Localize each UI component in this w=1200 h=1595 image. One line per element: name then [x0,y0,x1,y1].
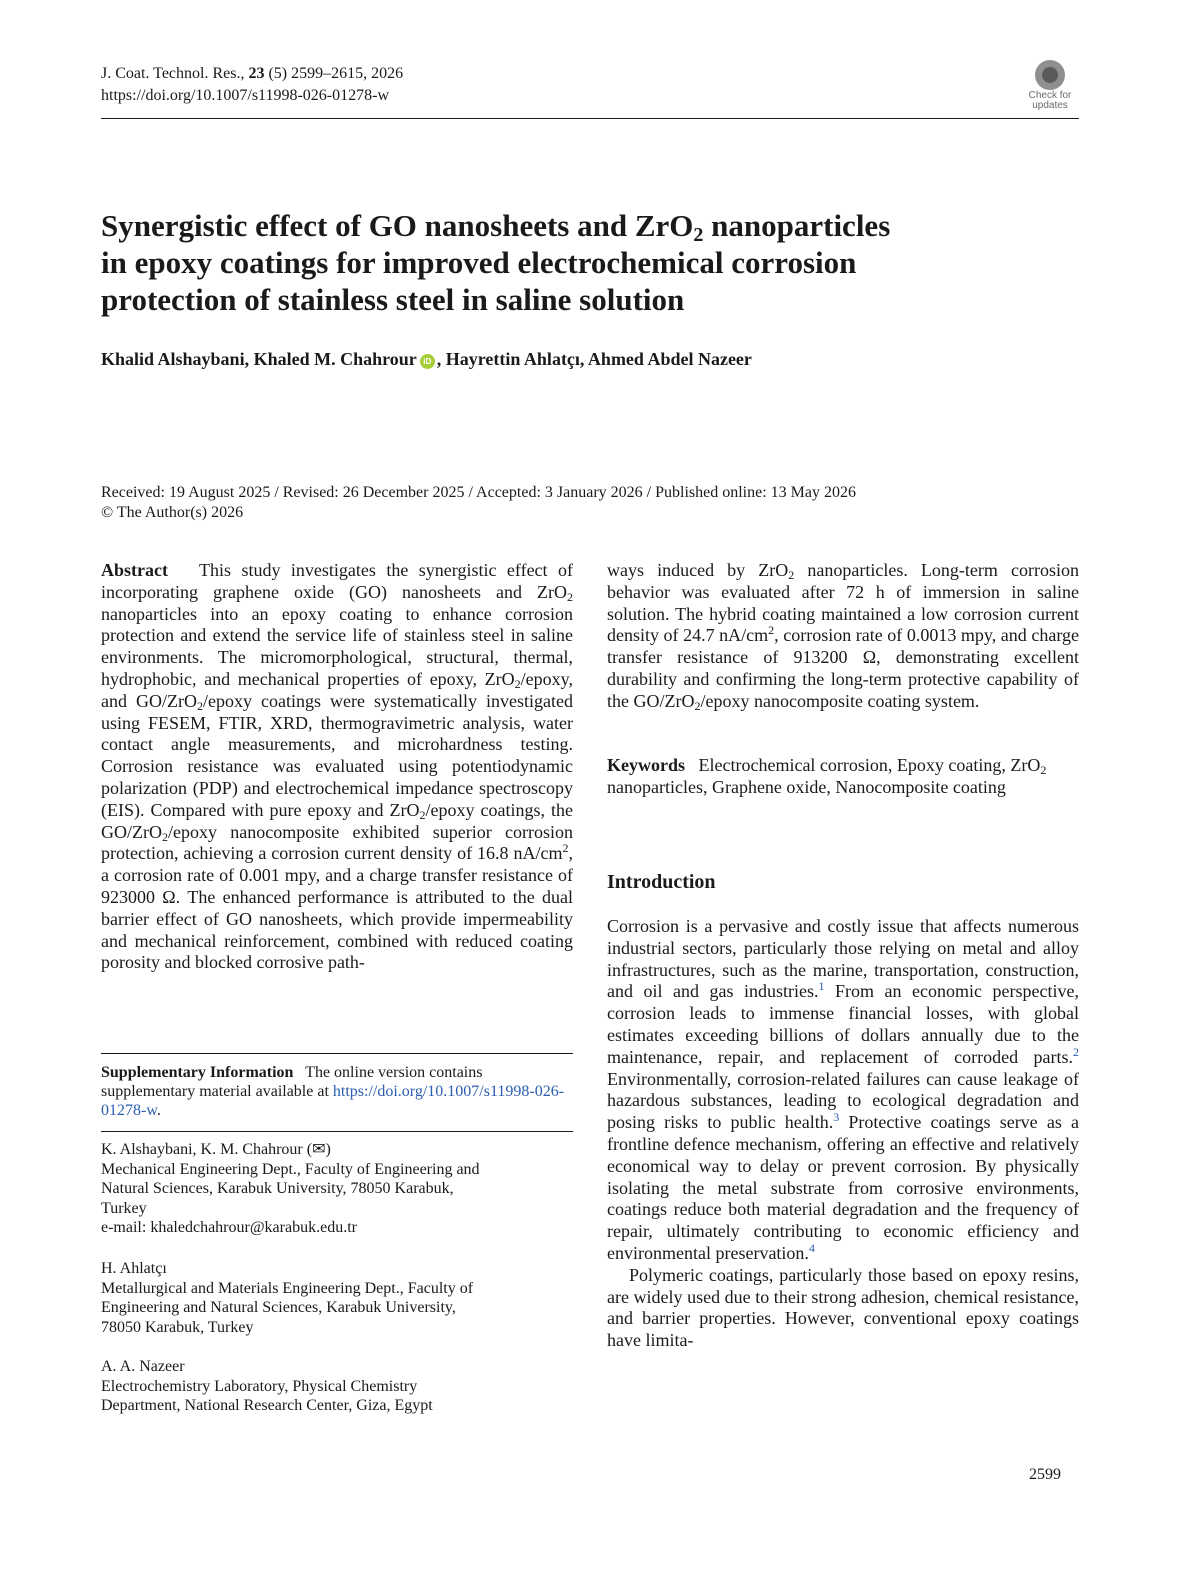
intro-text-a: Corrosion is a pervasive and costly issue that affects numerous industrial sectors, particularly those relying on metal and alloy infrastructures, such as the marine, transportation, construction, and oil and gas industries. [607,916,1079,1002]
title-line-2: in epoxy coatings for improved electrochemical corrosion [101,245,857,280]
publication-history: Received: 19 August 2025 / Revised: 26 December 2025 / Accepted: 3 January 2026 / Published online: 13 May 2026 [101,484,856,501]
subscript: 2 [788,568,795,582]
keywords-section [607,755,1079,799]
supplementary-link[interactable]: https://doi.org/10.1007/s11998-026-01278-w [101,1083,565,1119]
abstract-paragraph [101,560,573,974]
abstract-paragraph-continued [607,560,1079,713]
subscript: 2 [514,676,521,691]
abstract-text-10: /epoxy nanocomposite coating system. [700,690,980,711]
superscript: 2 [562,841,569,856]
affiliation-authors: A. A. Nazeer [101,1358,185,1375]
keywords-paragraph [607,755,1079,799]
intro-paragraph-2: Polymeric coatings, particularly those based on epoxy resins, are widely used due to their strong adhesion, chemical resistance, and barrier properties. However, conventional epoxy coatings have limita- [607,1264,1079,1351]
affiliation-line: Electrochemistry Laboratory, Physical Chemistry [101,1377,418,1395]
keywords-text-1: Electrochemical corrosion, Epoxy coating, ZrO [698,755,1041,775]
affiliation-block [101,1357,573,1416]
reference-link[interactable]: 3 [833,1110,840,1125]
supplementary-divider [101,1053,573,1054]
check-for-updates-badge[interactable] [1021,58,1079,114]
affiliation-block [101,1140,573,1238]
abstract-text-5: /epoxy coatings, the GO/ZrO [101,799,574,842]
subscript: 2 [419,807,426,822]
supplementary-information [101,1063,573,1120]
abstract-text-4: /epoxy coatings were systematically investigated using FESEM, FTIR, XRD, thermogravimetric analysis, water contact angle measurements, and microhardness testing. Corrosion resistance was evaluated using potentiodynamic polarization (PDP) and electrochemical impedance spectroscopy (EIS). Compared with pure epoxy and ZrO [101,690,573,820]
supplementary-label: Supplementary Information [101,1064,294,1081]
journal-issue-pages: (5) 2599–2615, 2026 [268,65,404,82]
subscript: 2 [197,698,203,713]
subscript: 2 [162,829,168,844]
subscript: 2 [694,698,701,713]
orcid-icon[interactable]: iD [420,354,435,369]
badge-line-1: Check for [1028,90,1072,101]
intro-paragraph-1 [607,916,1079,1265]
affiliation-line: Department, National Research Center, Giza, Egypt [101,1397,433,1414]
abstract-section [101,560,573,974]
title-line-3: protection of stainless steel in saline solution [101,282,685,317]
title-line-1-b: nanoparticles [703,208,891,243]
superscript: 2 [768,623,775,638]
authors-first: Khalid Alshaybani, Khaled M. Chahrour [101,349,417,369]
abstract-text-2: nanoparticles into an epoxy coating to enhance corrosion protection and extend the service life of stainless steel in saline environments. The micromorphological, structural, thermal, hydrophobic, and mechanical properties of epoxy, ZrO [101,603,573,689]
abstract-text-7b: ways induced by ZrO [607,560,789,580]
section-heading-introduction: Introduction [607,871,716,893]
copyright-line: © The Author(s) 2026 [101,504,244,521]
affiliation-line: Natural Sciences, Karabuk University, 78050 Karabuk, [101,1180,454,1197]
reference-link[interactable]: 2 [1073,1044,1079,1059]
title-line-1-a: Synergistic effect of GO nanosheets and ZrO [101,208,694,243]
affiliation-divider [101,1131,573,1132]
affiliation-authors: K. Alshaybani, K. M. Chahrour (✉) [101,1141,331,1158]
article-doi[interactable]: https://doi.org/10.1007/s11998-026-01278-w [101,87,389,104]
supplementary-text: The online version contains supplementary material available at [101,1064,483,1100]
badge-line-2: updates [1032,100,1068,111]
title-line-1 [101,207,1001,244]
journal-citation [101,64,403,84]
check-for-updates-label [1021,91,1079,111]
keywords-label: Keywords [607,755,685,775]
abstract-label: Abstract [101,560,168,580]
introduction-body [607,916,1079,1352]
title-subscript: 2 [693,224,704,246]
affiliation-line: Turkey [101,1199,147,1217]
intro-text-c: Environmentally, corrosion-related failures can cause leakage of hazardous substances, leading to ecological degradation and posing risks to public health. [607,1068,1079,1133]
abstract-text-9: , corrosion rate of 0.0013 mpy, and charge transfer resistance of 913200 Ω, demonstrating excellent durability and confirming the long-term protective capability of the GO/ZrO [607,625,1079,711]
authors-rest: , Hayrettin Ahlatçı, Ahmed Abdel Nazeer [436,349,752,369]
subscript: 2 [1040,763,1047,777]
affiliation-line: Mechanical Engineering Dept., Faculty of Engineering and [101,1160,480,1178]
abstract-text-1: This study investigates the synergistic effect of incorporating graphene oxide (GO) nanosheets and ZrO [101,560,573,602]
affiliation-line: Metallurgical and Materials Engineering Dept., Faculty of [101,1279,474,1297]
author-list [101,347,752,371]
page-number: 2599 [1029,1466,1061,1483]
abstract-continued [607,560,1079,713]
affiliation-authors: H. Ahlatçı [101,1260,167,1277]
supplementary-end: . [156,1102,161,1119]
subscript: 2 [567,589,573,604]
abstract-text-3: /epoxy, and GO/ZrO [101,668,573,711]
crossmark-icon [1035,60,1065,90]
journal-volume: 23 [248,65,265,82]
affiliation-line: 78050 Karabuk, Turkey [101,1318,254,1336]
header-divider [101,118,1079,119]
affiliation-line: Engineering and Natural Sciences, Karabuk University, [101,1299,456,1316]
journal-name: J. Coat. Technol. Res., [101,65,245,82]
abstract-text-6: /epoxy nanocomposite exhibited superior corrosion protection, achieving a corrosion current density of 16.8 nA/cm [101,821,573,864]
reference-link[interactable]: 4 [808,1240,815,1255]
intro-text-b: From an economic perspective, corrosion leads to immense financial losses, with global estimates exceeding billions of dollars annually due to the maintenance, repair, and replacement of corroded parts. [607,981,1079,1067]
reference-link[interactable]: 1 [818,979,825,994]
intro-text-d: Protective coatings serve as a frontline defence mechanism, offering an effective and relatively economical way to delay or prevent corrosion. By physically isolating the metal substrate from corrosive environments, coatings reduce both material degradation and the frequency of repair, ultimately contributing to economic efficiency and environmental preservation. [607,1112,1080,1263]
abstract-text-8: nanoparticles. Long-term corrosion behavior was evaluated after 72 h of immersion in saline solution. The hybrid coating maintained a low corrosion current density of 24.7 nA/cm [607,560,1079,646]
corresponding-email[interactable]: e-mail: khaledchahrour@karabuk.edu.tr [101,1219,357,1236]
affiliation-block [101,1259,573,1337]
abstract-text-7: , a corrosion rate of 0.001 mpy, and a charge transfer resistance of 923000 Ω. The enhanced performance is attributed to the dual barrier effect of GO nanosheets, which provide impermeability and mechanical reinforcement, combined with reduced coating porosity and blocked corrosive path- [101,843,573,973]
keywords-text-2: nanoparticles, Graphene oxide, Nanocomposite coating [607,776,1006,797]
article-title [101,207,1001,318]
